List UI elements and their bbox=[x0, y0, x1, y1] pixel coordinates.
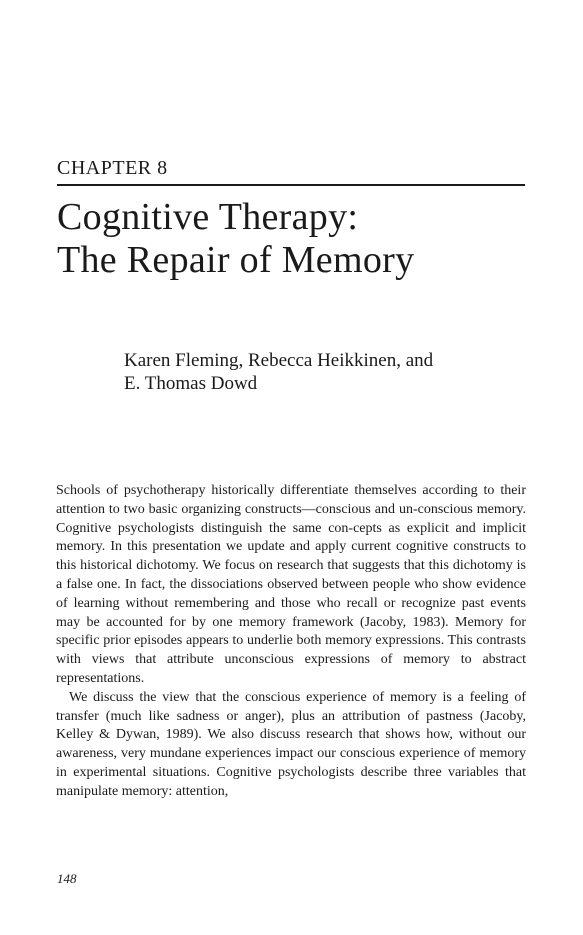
chapter-title-line-1: Cognitive Therapy: bbox=[57, 196, 359, 238]
authors-line-1: Karen Fleming, Rebecca Heikkinen, and bbox=[124, 350, 434, 371]
chapter-label: CHAPTER 8 bbox=[57, 157, 168, 179]
body-text bbox=[56, 482, 526, 802]
paragraph-1: Schools of psychotherapy historically differentiate themselves according to their attention to two basic organizing constructs—conscious and un-conscious memory. Cognitive psychologists distinguish the same con-cepts as explicit and implicit memory. In this presentation we update and apply current cognitive constructs to this historical dichotomy. We focus on research that suggests that this dichotomy is a false one. In fact, the dissociations observed between people who show evidence of learning without remembering and those who recall or recognize past events may be accounted for by one memory framework (Jacoby, 1983). Memory for specific prior episodes appears to underlie both memory expressions. This contrasts with views that attribute unconscious expressions of memory to abstract representations. bbox=[56, 483, 526, 686]
authors bbox=[124, 349, 433, 395]
chapter-title-line-2: The Repair of Memory bbox=[57, 239, 415, 281]
page-number: 148 bbox=[57, 871, 77, 886]
authors-line-2: E. Thomas Dowd bbox=[124, 373, 258, 394]
chapter-title bbox=[57, 196, 414, 282]
chapter-rule bbox=[57, 184, 525, 186]
paragraph-2: We discuss the view that the conscious experience of memory is a feeling of transfer (much like sadness or anger), plus an attribution of pastness (Jacoby, Kelley & Dywan, 1989). We also discuss research that shows how, without our awareness, very mundane experiences impact our conscious experience of memory in experimental situations. Cognitive psychologists describe three variables that manipulate memory: attention, bbox=[56, 689, 526, 799]
